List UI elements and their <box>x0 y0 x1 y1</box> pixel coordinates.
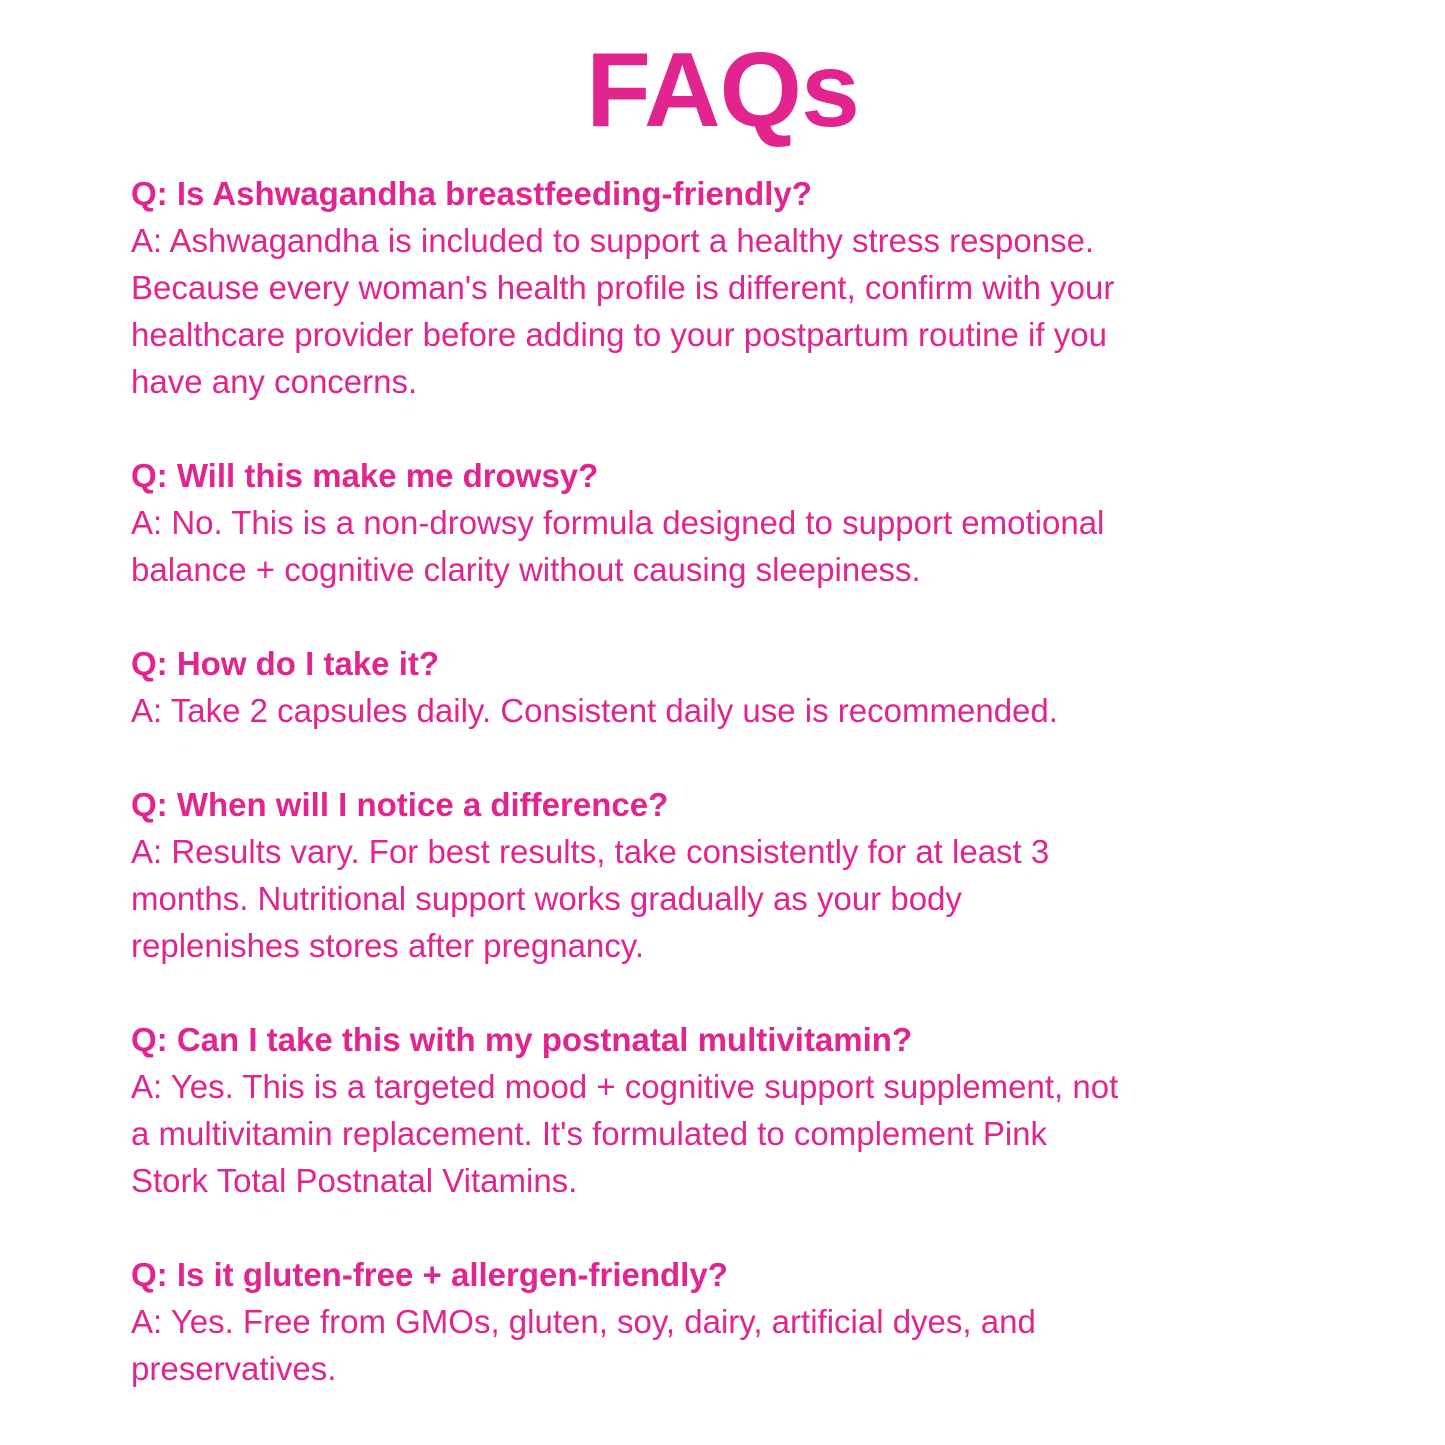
page-title: FAQs <box>586 31 859 149</box>
faq-answer-line: preservatives. <box>131 1350 337 1387</box>
faq-answer-line: A: Ashwagandha is included to support a healthy stress response. <box>131 222 1095 259</box>
faq-answer <box>131 1063 1331 1204</box>
faq-question: Q: Can I take this with my postnatal multivitamin? <box>131 1021 913 1058</box>
faq-answer-line: healthcare provider before adding to your postpartum routine if you <box>131 316 1107 353</box>
faq-answer-line: A: Take 2 capsules daily. Consistent daily use is recommended. <box>131 692 1058 729</box>
faq-answer-line: A: Yes. Free from GMOs, gluten, soy, dairy, artificial dyes, and <box>131 1303 1036 1340</box>
faq-answer-line: months. Nutritional support works gradually as your body <box>131 880 962 917</box>
faq-question: Q: Is it gluten-free + allergen-friendly? <box>131 1256 728 1293</box>
faq-item <box>131 1016 1331 1204</box>
faq-answer-line: Stork Total Postnatal Vitamins. <box>131 1162 578 1199</box>
faq-answer-line: A: No. This is a non-drowsy formula designed to support emotional <box>131 504 1105 541</box>
faq-answer <box>131 499 1331 593</box>
faq-answer-line: have any concerns. <box>131 363 418 400</box>
faq-item <box>131 170 1331 405</box>
faq-item <box>131 781 1331 969</box>
faq-question: Q: How do I take it? <box>131 645 440 682</box>
faq-answer-line: balance + cognitive clarity without causing sleepiness. <box>131 551 921 588</box>
faq-list <box>131 170 1331 1439</box>
faq-question: Q: When will I notice a difference? <box>131 786 669 823</box>
faq-item <box>131 452 1331 593</box>
faq-question: Q: Is Ashwagandha breastfeeding-friendly? <box>131 175 812 212</box>
faq-answer-line: a multivitamin replacement. It's formulated to complement Pink <box>131 1115 1048 1152</box>
faq-answer <box>131 687 1331 734</box>
faq-item <box>131 1251 1331 1392</box>
faq-question: Q: Will this make me drowsy? <box>131 457 599 494</box>
faq-item <box>131 640 1331 734</box>
faq-answer-line: A: Yes. This is a targeted mood + cognitive support supplement, not <box>131 1068 1119 1105</box>
faq-answer-line: replenishes stores after pregnancy. <box>131 927 644 964</box>
faq-answer <box>131 828 1331 969</box>
faq-answer <box>131 217 1331 405</box>
faq-answer <box>131 1298 1331 1392</box>
faq-answer-line: A: Results vary. For best results, take consistently for at least 3 <box>131 833 1050 870</box>
faq-answer-line: Because every woman's health profile is different, confirm with your <box>131 269 1115 306</box>
